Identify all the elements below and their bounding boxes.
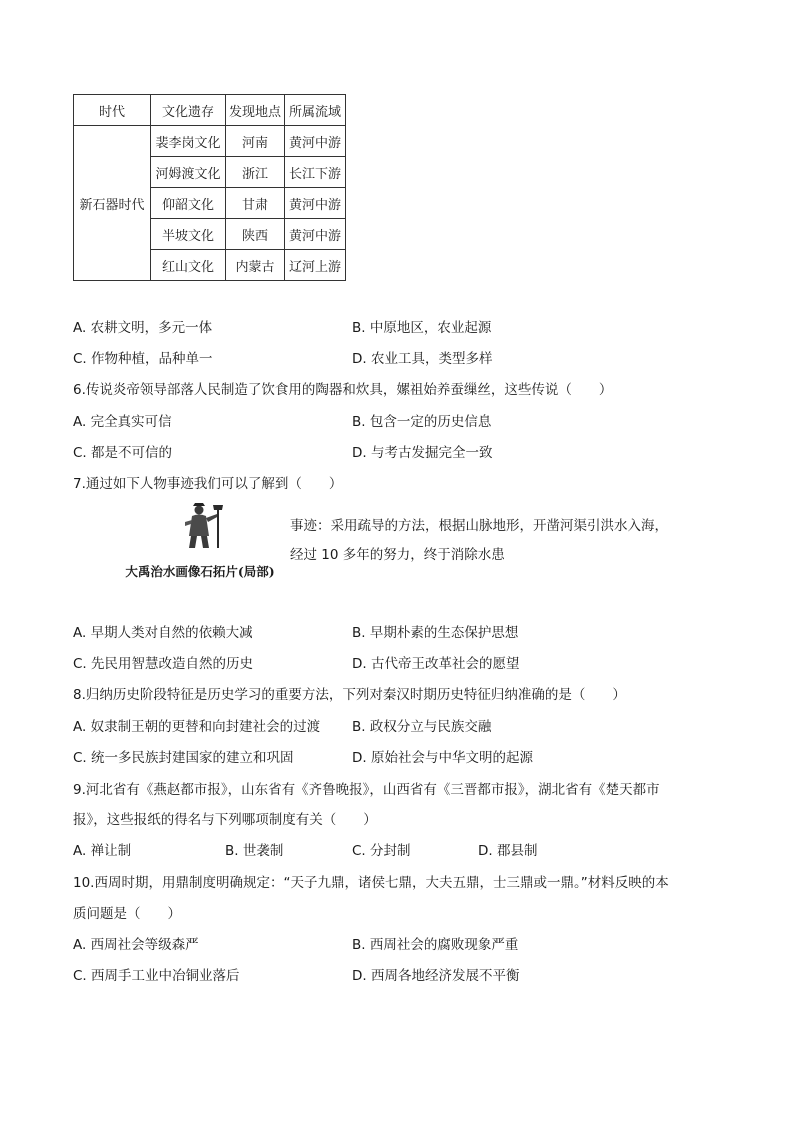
table-cell: 陕西 [226, 219, 285, 250]
q7-option-d[interactable]: D. 古代帝王改革社会的愿望 [352, 656, 520, 672]
q10-option-a[interactable]: A. 西周社会等级森严 [73, 937, 199, 953]
q9-option-c[interactable]: C. 分封制 [352, 843, 411, 859]
table-cell: 甘肃 [226, 188, 285, 219]
q9-option-b[interactable]: B. 世袭制 [225, 843, 284, 859]
table-cell: 长江下游 [285, 157, 346, 188]
deeds-line-2: 经过 10 多年的努力，终于消除水患 [290, 547, 505, 563]
q6-option-a[interactable]: A. 完全真实可信 [73, 414, 172, 430]
table-cell: 河南 [226, 126, 285, 157]
q5-option-a[interactable]: A. 农耕文明，多元一体 [73, 320, 213, 336]
q8-option-d[interactable]: D. 原始社会与中华文明的起源 [352, 750, 533, 766]
q10-stem-line-1: 10.西周时期，用鼎制度明确规定：“天子九鼎，诸侯七鼎，大夫五鼎，士三鼎或一鼎。”材料反映的本 [73, 875, 669, 891]
q5-option-c[interactable]: C. 作物种植，品种单一 [73, 351, 213, 367]
dayu-rubbing-figure [110, 500, 290, 582]
table-cell: 半坡文化 [151, 219, 226, 250]
figure-caption: 大禹治水画像石拓片(局部) [125, 564, 275, 579]
q10-option-b[interactable]: B. 西周社会的腐败现象严重 [352, 937, 519, 953]
q7-option-b[interactable]: B. 早期朴素的生态保护思想 [352, 625, 519, 641]
era-cell: 新石器时代 [74, 126, 151, 281]
q6-option-c[interactable]: C. 都是不可信的 [73, 445, 173, 461]
header-cell: 所属流域 [285, 95, 346, 126]
table-cell: 黄河中游 [285, 188, 346, 219]
dayu-rubbing-image [175, 502, 237, 550]
table-cell: 黄河中游 [285, 126, 346, 157]
dayu-deeds-text [290, 512, 710, 570]
q5-option-b[interactable]: B. 中原地区，农业起源 [352, 320, 492, 336]
q10-option-c[interactable]: C. 西周手工业中冶铜业落后 [73, 968, 240, 984]
q8-option-c[interactable]: C. 统一多民族封建国家的建立和巩固 [73, 750, 294, 766]
q6-option-b[interactable]: B. 包含一定的历史信息 [352, 414, 492, 430]
q10-stem-line-2: 质问题是（ ） [73, 906, 181, 922]
q6-option-d[interactable]: D. 与考古发掘完全一致 [352, 445, 493, 461]
table-cell: 河姆渡文化 [151, 157, 226, 188]
q9-stem-line-1: 9.河北省有《燕赵都市报》，山东省有《齐鲁晚报》，山西省有《三晋都市报》，湖北省有《楚天都市 [73, 782, 660, 798]
table-cell: 裴李岗文化 [151, 126, 226, 157]
header-cell: 时代 [74, 95, 151, 126]
q9-option-a[interactable]: A. 禅让制 [73, 843, 132, 859]
q10-option-d[interactable]: D. 西周各地经济发展不平衡 [352, 968, 520, 984]
deeds-line-1: 事迹：采用疏导的方法，根据山脉地形，开凿河渠引洪水入海， [290, 518, 668, 534]
header-cell: 发现地点 [226, 95, 285, 126]
table-cell: 黄河中游 [285, 219, 346, 250]
q8-stem: 8.归纳历史阶段特征是历史学习的重要方法，下列对秦汉时期历史特征归纳准确的是（ ） [73, 687, 626, 703]
q9-stem-line-2: 报》，这些报纸的得名与下列哪项制度有关（ ） [73, 812, 377, 828]
culture-table [73, 94, 346, 281]
q7-option-c[interactable]: C. 先民用智慧改造自然的历史 [73, 656, 254, 672]
table-cell: 浙江 [226, 157, 285, 188]
q9-option-d[interactable]: D. 郡县制 [478, 843, 538, 859]
table-cell: 红山文化 [151, 250, 226, 281]
table-cell: 内蒙古 [226, 250, 285, 281]
table-cell: 仰韶文化 [151, 188, 226, 219]
q8-option-b[interactable]: B. 政权分立与民族交融 [352, 719, 492, 735]
header-cell: 文化遗存 [151, 95, 226, 126]
q7-option-a[interactable]: A. 早期人类对自然的依赖大减 [73, 625, 253, 641]
table-row [74, 126, 346, 157]
q8-option-a[interactable]: A. 奴隶制王朝的更替和向封建社会的过渡 [73, 719, 321, 735]
q5-option-d[interactable]: D. 农业工具，类型多样 [352, 351, 493, 367]
q7-stem: 7.通过如下人物事迹我们可以了解到（ ） [73, 476, 343, 492]
table-header-row [74, 95, 346, 126]
table-cell: 辽河上游 [285, 250, 346, 281]
q6-stem: 6.传说炎帝领导部落人民制造了饮食用的陶器和炊具，嫘祖始养蚕缫丝，这些传说（ ） [73, 382, 613, 398]
